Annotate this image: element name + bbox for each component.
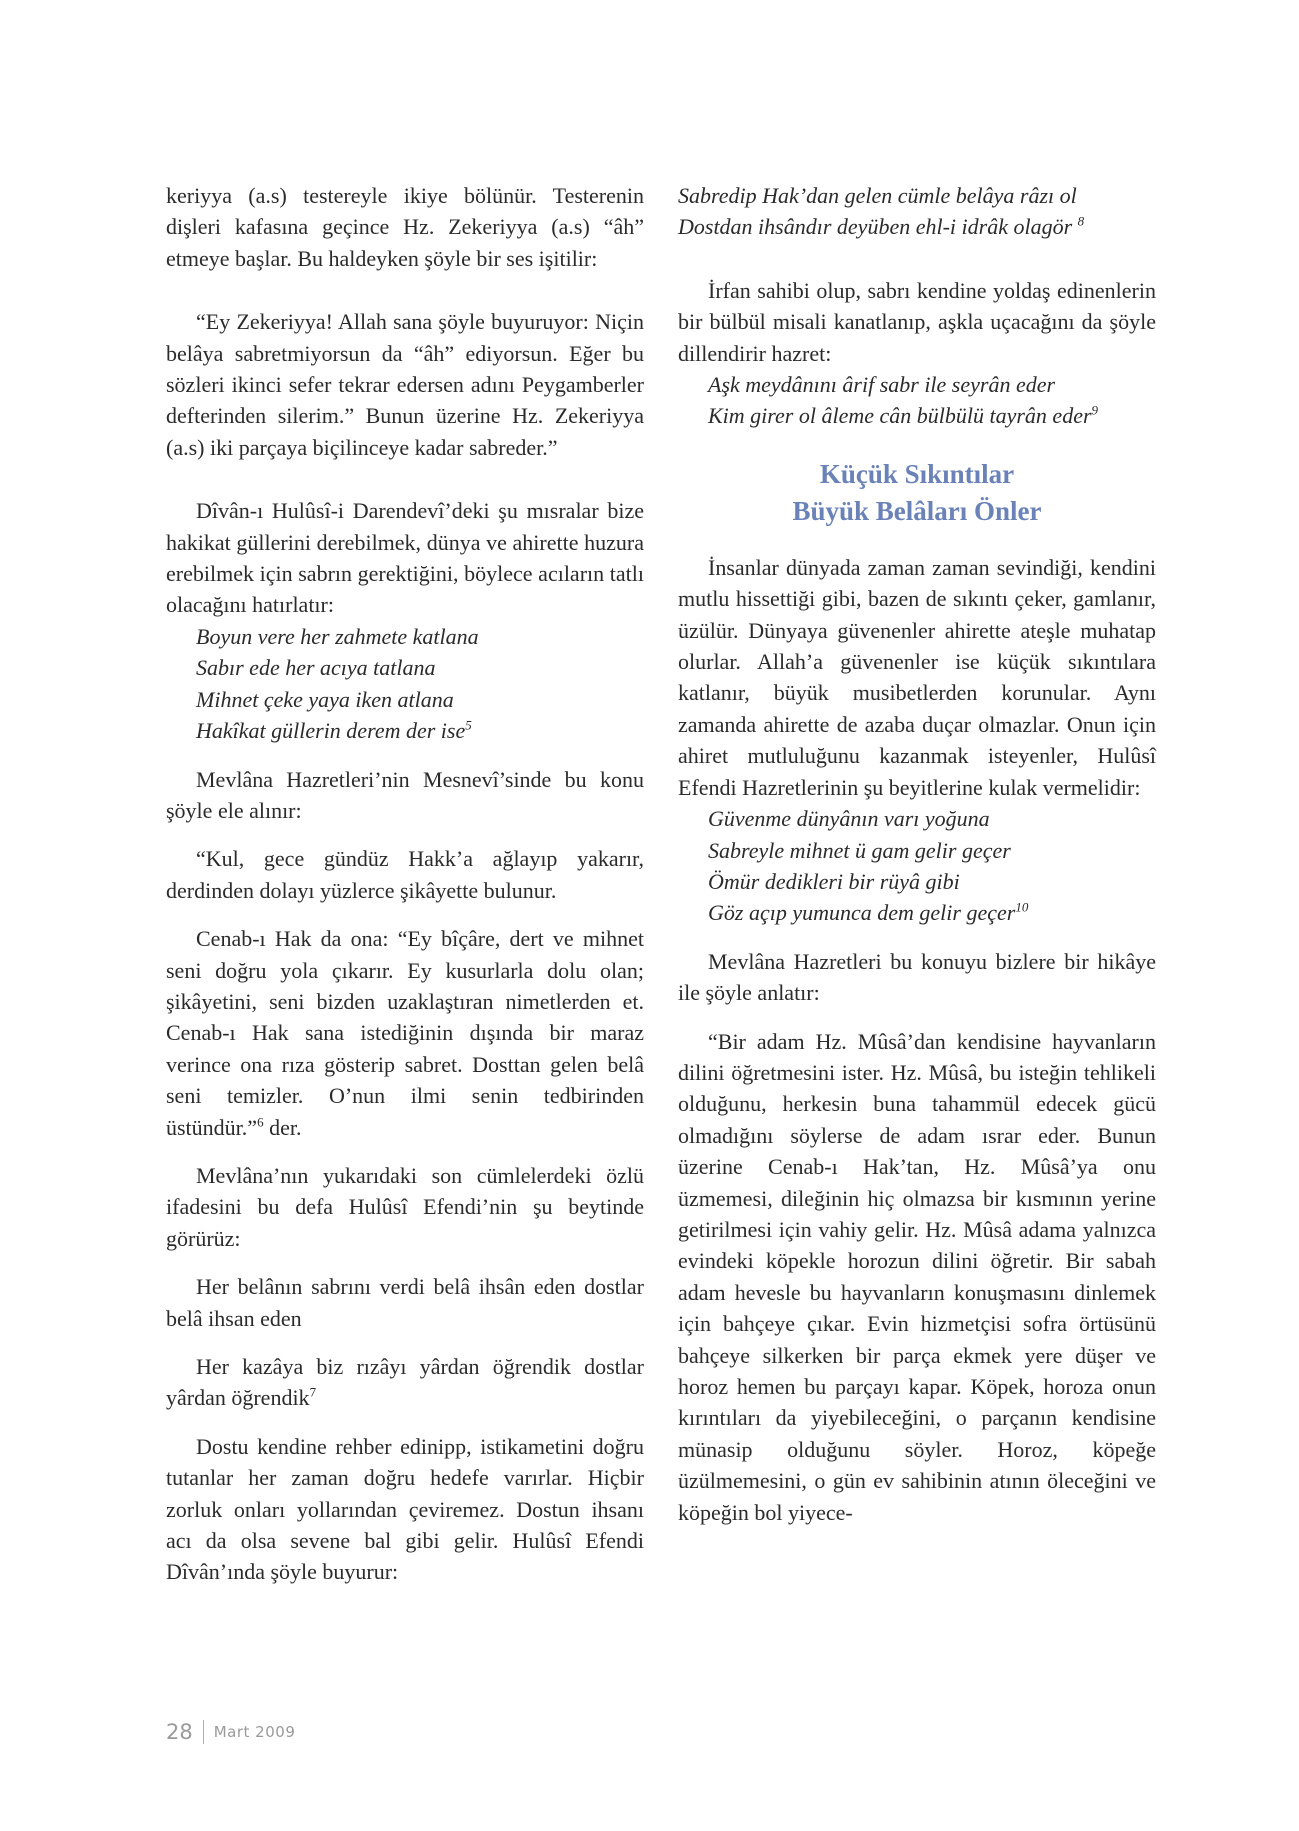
verse-text: Kim girer ol âleme cân bülbülü tayrân eder — [708, 403, 1092, 429]
verse-line: Güvenme dünyânın varı yoğuna — [708, 806, 990, 832]
verse-line: Aşk meydânını ârif sabr ile seyrân eder — [708, 372, 1056, 398]
verse-line-last — [708, 400, 1156, 431]
verse-block — [678, 180, 1156, 243]
verse-text: Dostdan ihsândır deyüben ehl-i idrâk olagör — [678, 214, 1073, 240]
right-column — [678, 180, 1156, 1528]
verse-line: Ömür dedikleri bir rüyâ gibi — [708, 868, 960, 894]
section-heading — [678, 456, 1156, 530]
footnote-marker: 7 — [309, 1385, 317, 1401]
paragraph: “Ey Zekeriyya! Allah sana şöyle buyuruyor: Niçin belâya sabretmiyorsun da “âh” ediyorsun. Eğer bu sözleri ikinci sefer tekrar edersen adını Peygamberler defterinden silerim.” Bunun üzerine Hz. Zekeriyya (a.s) iki parçaya biçilinceye kadar sabreder.” — [166, 309, 644, 460]
paragraph: Dostu kendine rehber edinipp, istikametini doğru tutanlar her zaman doğru hedefe varırlar. Hiçbir zorluk onları yollarından çeviremez. Dostun ihsanı acı da olsa sevene bal gibi gelir. Hulûsî Efendi Dîvân’ında şöyle buyurur: — [166, 1433, 644, 1585]
paragraph: Dîvân-ı Hulûsî-i Darendevî’deki şu mısralar bize hakikat güllerini derebilmek, dünya ve ahirette huzura erebilmek için sabrın gerektiğini, böylece acıların tatlı olacağını hatırlatır: — [166, 498, 644, 618]
paragraph: İrfan sahibi olup, sabrı kendine yoldaş edinenlerin bir bülbül misali kanatlanıp, aşkla uçacağını da şöyle dillendirir hazret: — [678, 277, 1156, 366]
left-column — [166, 180, 644, 1588]
verse-block — [166, 621, 644, 747]
paragraph: “Bir adam Hz. Mûsâ’dan kendisine hayvanların dilini öğretmesini ister. Hz. Mûsâ, bu isteğin tehlikeli olduğunu, herkesin buna tahammül edecek gücü olmadığını söylerse de adam ısrar eder. Bunun üzerine Cenab-ı Hak’tan, Hz. Mûsâ’ya onu üzmemesi, dileğinin hiç olmazsa bir kısmının yerine getirilmesi için vahiy gelir. Hz. Mûsâ adama yalnızca evindeki köpekle horozun dilini öğretir. Bir sabah adam hevesle bu hayvanların konuşmasını dinlemek için bahçeye çıkar. Evin hizmetçisi sofra örtüsünü bahçeye silkerken bir parça ekmek yere düşer ve horoz hemen bu parçayı kapar. Köpek, horoza onun kırıntıları da yiyebileceğini, o parçanın kendisine münasip olduğunu söyler. Horoz, köpeğe üzülmemesini, o gün ev sahibinin atının öleceğini ve köpeğin bol yiyece- — [678, 1028, 1156, 1525]
verse-line-last — [678, 211, 1156, 242]
verse-line: Boyun vere her zahmete katlana — [196, 623, 479, 649]
verse-line: Sabredip Hak’dan gelen cümle belâya râzı ol — [678, 183, 1077, 208]
paragraph: Her belânın sabrını verdi belâ ihsân eden dostlar belâ ihsan eden — [166, 1274, 644, 1331]
footnote-marker: 10 — [1015, 899, 1029, 915]
paragraph: Mevlâna Hazretleri bu konuyu bizlere bir hikâye ile şöyle anlatır: — [678, 948, 1156, 1006]
paragraph — [166, 923, 644, 1143]
verse-line: Sabreyle mihnet ü gam gelir geçer — [708, 837, 1011, 863]
paragraph: Mevlâna’nın yukarıdaki son cümlelerdeki özlü ifadesini bu defa Hulûsî Efendi’nin şu beytinde görürüz: — [166, 1162, 644, 1251]
paragraph: İnsanlar dünyada zaman zaman sevindiği, kendini mutlu hissettiği gibi, bazen de sıkıntı çeker, gamlanır, üzülür. Dünyaya güvenenler ahirette ateşle muhatap olurlar. Allah’a güvenenler ise küçük sıkıntılara katlanır, büyük musibetlerden korunular. Aynı zamanda ahirette de azaba duçar olmazlar. Onun için ahiret mutluluğunu kazanmak isteyenler, Hulûsî Efendi Hazretlerinin şu beyitlerine kulak vermelidir: — [678, 554, 1156, 800]
paragraph-text-end: der. — [263, 1114, 302, 1140]
section-heading-line2: Büyük Belâları Önler — [792, 495, 1042, 526]
verse-block — [678, 803, 1156, 866]
paragraph-text: Cenab-ı Hak da ona: “Ey bîçâre, dert ve mihnet seni doğru yola çıkarır. Ey kusurlarla dolu olan; şikâyetini, seni bizden uzaklaştıran nimetlerden et. Cenab-ı Hak sana istediğinin dışında bir maraz verince ona rıza gösterip sabret. Dosttan gelen belâ seni temizler. O’nun ilmi senin tedbirinden üstündür.” — [166, 926, 644, 1140]
paragraph: “Kul, gece gündüz Hakk’a ağlayıp yakarır, derdinden dolayı yüzlerce şikâyette bulunur. — [166, 846, 644, 903]
paragraph: Mevlâna Hazretleri’nin Mesnevî’sinde bu konu şöyle ele alınır: — [166, 766, 644, 823]
verse-block — [678, 866, 1156, 929]
footnote-marker: 8 — [1077, 214, 1085, 230]
verse-line-last — [708, 897, 1156, 928]
paragraph: keriyya (a.s) testereyle ikiye bölünür. Testerenin dişleri kafasına geçince Hz. Zekeriyya (a.s) “âh” etmeye başlar. Bu haldeyken şöyle bir ses işitilir: — [166, 183, 644, 271]
verse-block — [678, 369, 1156, 432]
footnote-marker: 9 — [1091, 403, 1099, 419]
paragraph — [166, 1351, 644, 1414]
page-number: 28 — [166, 1720, 193, 1744]
issue-date: Mart 2009 — [213, 1723, 296, 1741]
verse-line-last — [196, 715, 644, 746]
footnote-marker: 6 — [257, 1114, 264, 1130]
verse-text: Göz açıp yumunca dem gelir geçer — [708, 900, 1016, 926]
section-heading-line1: Küçük Sıkıntılar — [819, 458, 1015, 489]
verse-line: Sabır ede her acıya tatlana — [196, 655, 436, 681]
paragraph-text: Her kazâya biz rızâyı yârdan öğrendik dostlar yârdan öğrendik — [166, 1354, 644, 1411]
footnote-marker: 5 — [465, 717, 472, 733]
footer-divider — [203, 1720, 204, 1744]
verse-line: Mihnet çeke yaya iken atlana — [196, 686, 454, 712]
verse-text: Hakîkat güllerin derem der ise — [196, 718, 466, 744]
page-footer — [166, 1720, 295, 1744]
